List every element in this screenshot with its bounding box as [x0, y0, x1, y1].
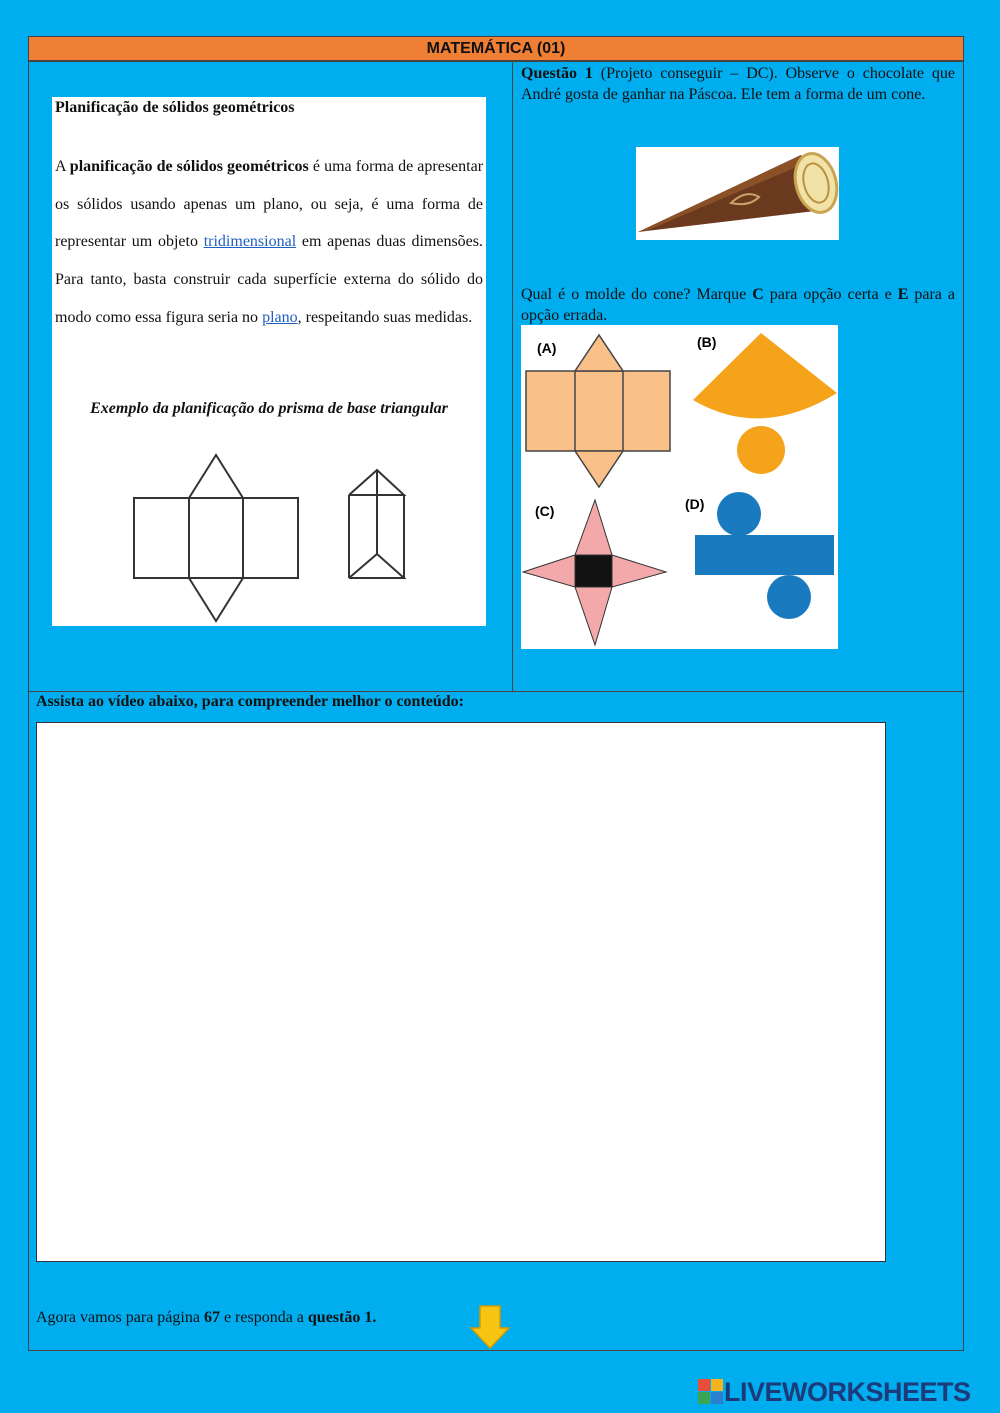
- arrow-down-icon: [469, 1304, 511, 1350]
- option-a-label: (A): [537, 340, 557, 356]
- answer-options: [521, 325, 838, 649]
- link-plano[interactable]: plano: [262, 308, 298, 326]
- liveworksheets-logo-icon: [698, 1379, 724, 1405]
- question-intro: Questão 1 (Projeto conseguir – DC). Observe o chocolate que André gosta de ganhar na Páscoa. Ele tem a forma de um cone.: [521, 65, 956, 103]
- brand-logo: [698, 1376, 971, 1408]
- option-d-net[interactable]: [695, 492, 834, 619]
- link-tridimensional[interactable]: tridimensional: [203, 233, 297, 251]
- option-c-label: (C): [535, 503, 555, 519]
- video-instruction: Assista ao vídeo abaixo, para compreender melhor o conteúdo:: [36, 693, 464, 710]
- option-a-net[interactable]: [526, 335, 670, 487]
- brand-name: LIVEWORKSHEETS: [724, 1376, 971, 1407]
- prism-net-illustration: [120, 450, 420, 625]
- footer-instruction: Agora vamos para página 67 e responda a questão 1.: [36, 1309, 377, 1326]
- option-d-label: (D): [685, 496, 705, 512]
- option-c-net[interactable]: [523, 500, 666, 645]
- chocolate-cone-image: [636, 147, 839, 240]
- question-prompt: Qual é o molde do cone? Marque C para opção certa e E para a opção errada.: [521, 286, 955, 324]
- page-header: MATEMÁTICA (01): [28, 36, 964, 61]
- video-placeholder[interactable]: [36, 722, 886, 1262]
- section-title: Planificação de sólidos geométricos: [55, 99, 295, 116]
- row-divider: [28, 691, 964, 692]
- explanation-paragraph: A planificação de sólidos geométricos é uma forma de apresentar os sólidos usando apenas um plano, ou seja, é uma forma de representar um objeto tridimensional em apenas duas dimensões. Para tanto, basta construir cada superfície externa do sólido do modo como essa figura seria no plano, respeitando suas medidas.: [55, 158, 484, 326]
- column-divider: [512, 61, 513, 692]
- example-caption: Exemplo da planificação do prisma de base triangular: [90, 400, 448, 417]
- option-b-label: (B): [697, 334, 717, 350]
- option-b-net[interactable]: [693, 333, 837, 474]
